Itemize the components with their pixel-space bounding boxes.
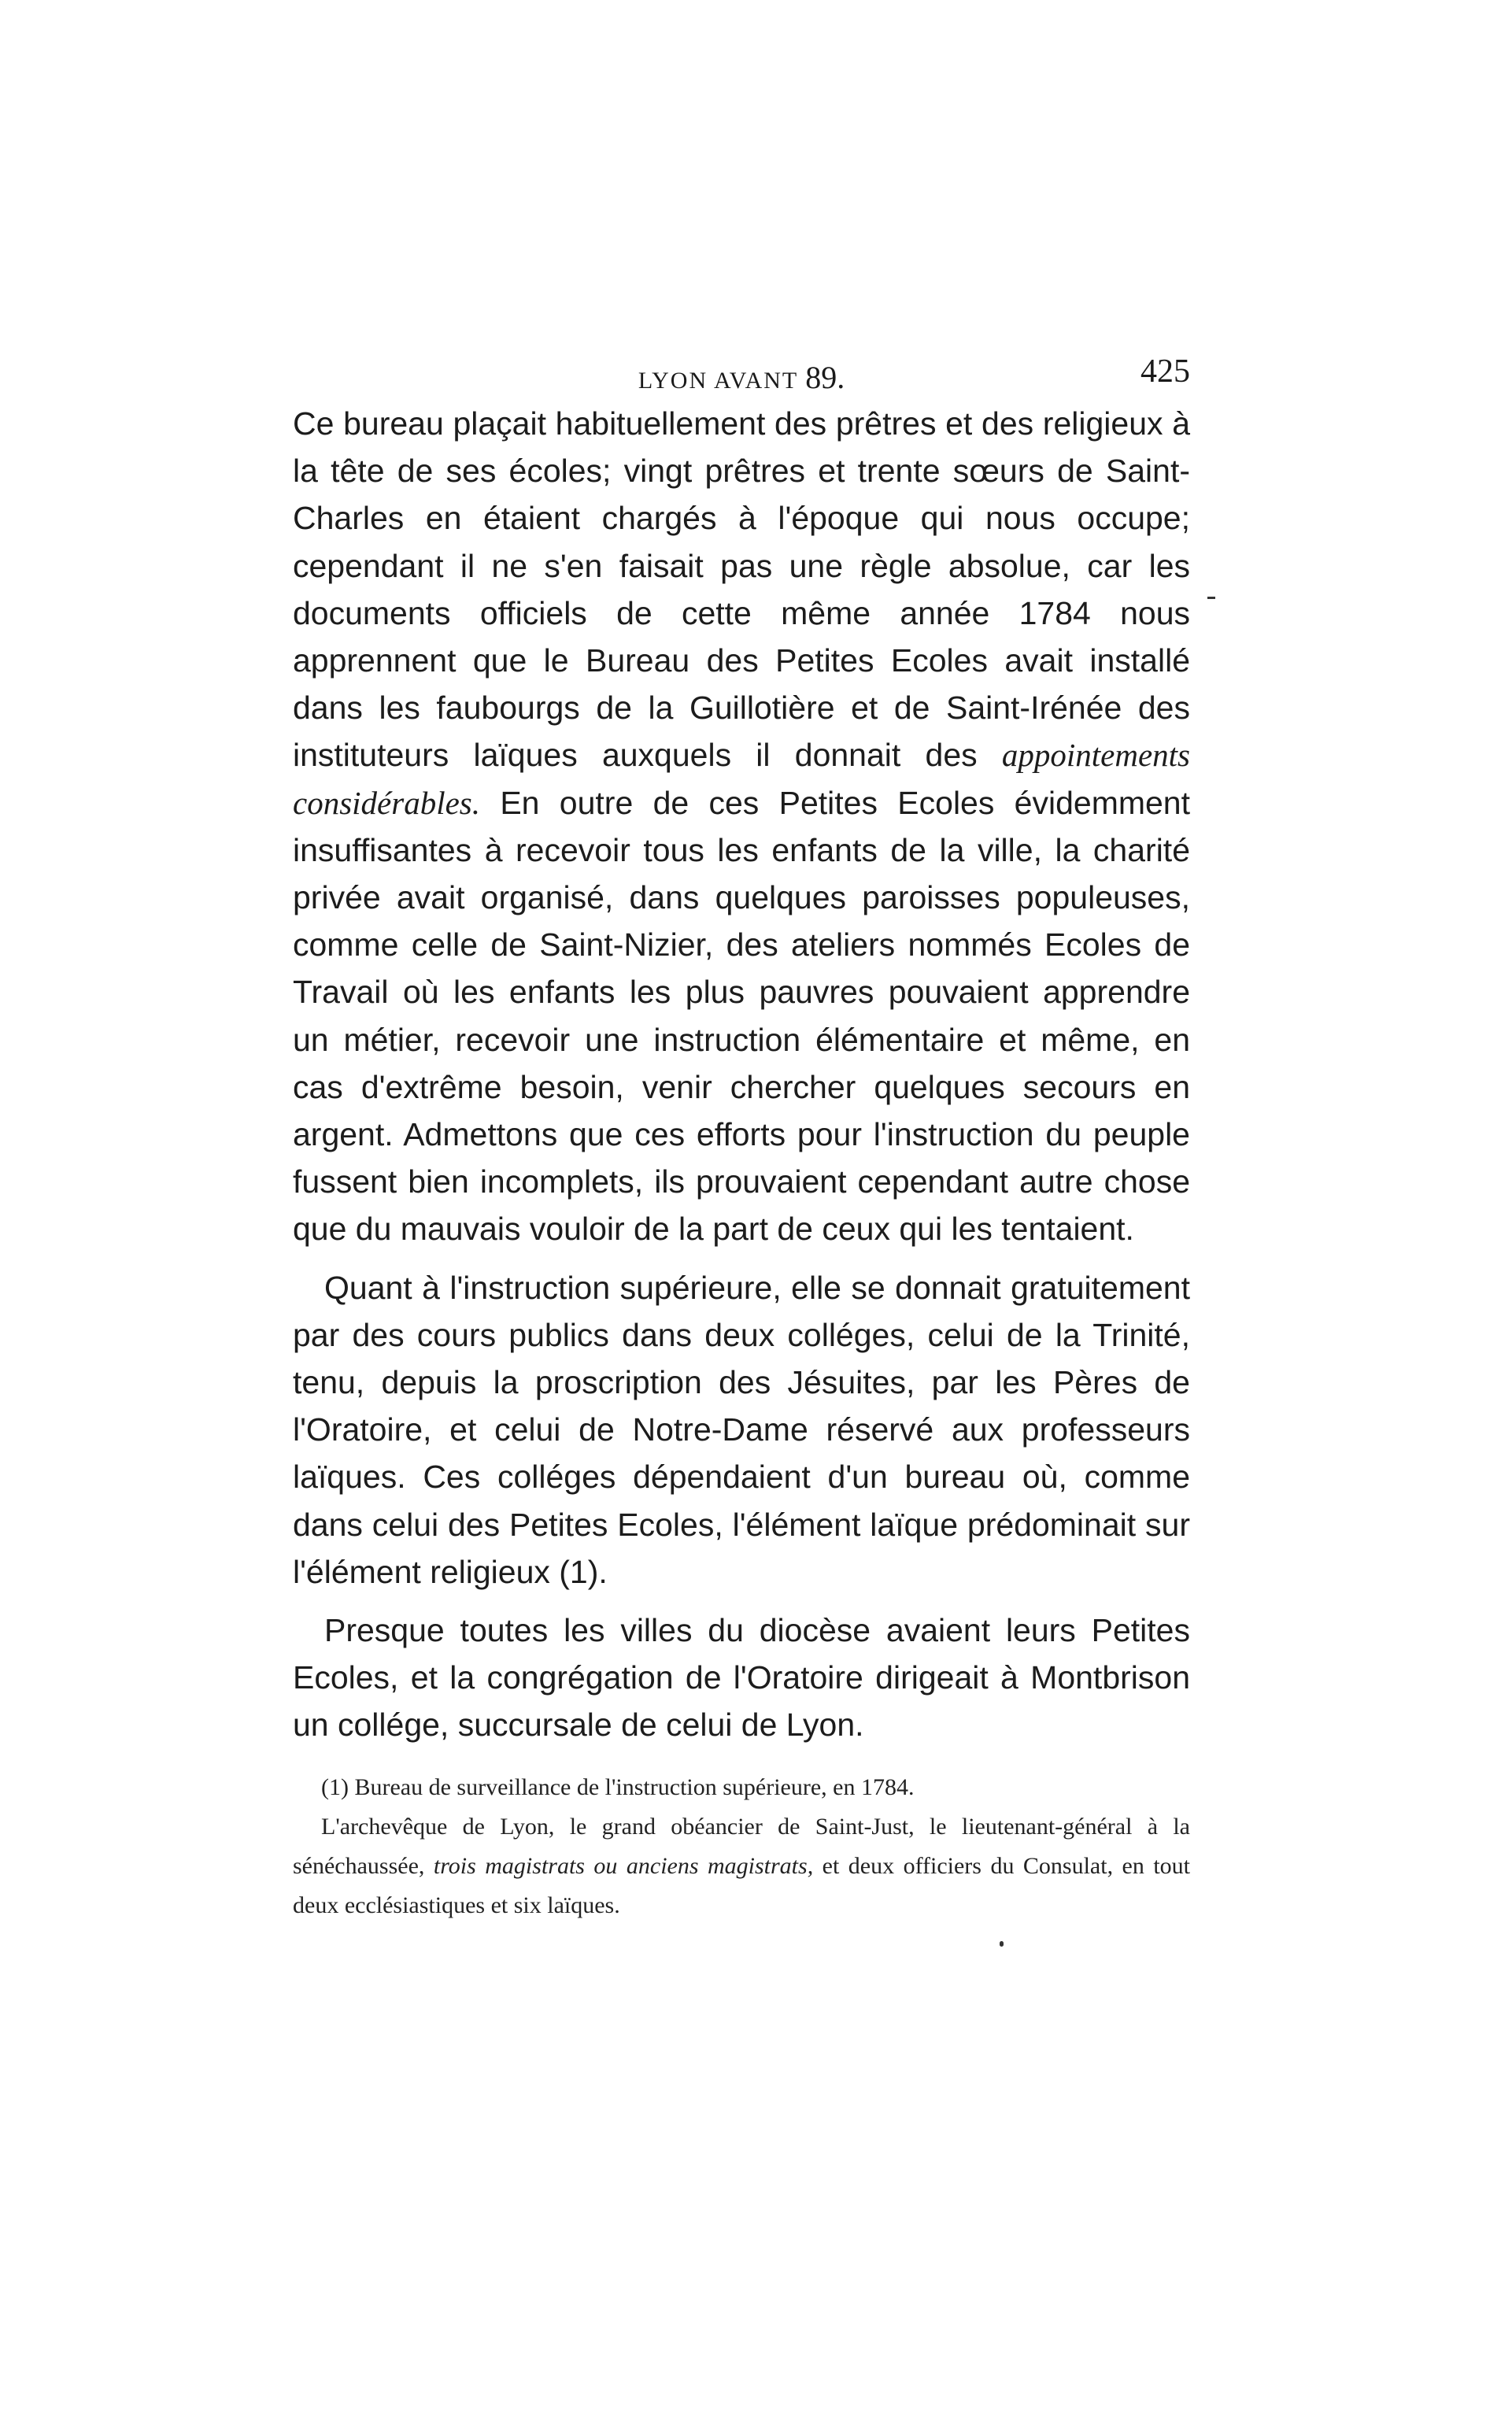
ink-speck	[1000, 1941, 1004, 1947]
paragraph-3: Presque toutes les villes du diocèse avaient leurs Petites Ecoles, et la congrégation de l'Oratoire dirigeait à Montbrison un collége, succursale de celui de Lyon.	[293, 1612, 1190, 1744]
main-text	[293, 400, 1190, 1749]
paragraph-1-emphasis: appointements considérables.	[293, 737, 1190, 821]
running-title-text: LYON AVANT	[638, 368, 798, 394]
footnote-1-text-b: et deux officiers du Consulat, en tout deux ecclésiastiques et six laïques.	[293, 1853, 1191, 1918]
paragraph-1-text-b: En outre de ces Petites Ecoles évidemment insuffisantes à recevoir tous les enfants de la ville, la charité privée avait organisé, dans quelques paroisses populeuses, comme celle de Saint-Nizier, des ateliers nommés Ecoles de Travail où les enfants les plus pauvres pouvaient apprendre un métier, recevoir une instruction élémentaire et même, en cas d'extrême besoin, venir chercher quelques secours en argent. Admettons que ces efforts pour l'instruction du peuple fussent bien incomplets, ils prouvaient cependant autre chose que du mauvais vouloir de la part de ceux qui les tentaient.	[293, 784, 1190, 1248]
footnote-1-emphasis: trois magistrats ou anciens magistrats,	[433, 1853, 814, 1879]
running-head	[293, 353, 1190, 400]
footnote-1-text-a: L'archevêque de Lyon, le grand obéancier de Saint-Just, le lieutenant-général à la sénéchaussée,	[293, 1814, 1190, 1879]
footnotes	[293, 1768, 1190, 1925]
footnote-1-body	[293, 1807, 1190, 1925]
paragraph-1	[293, 400, 1190, 1253]
footnote-1-heading: (1) Bureau de surveillance de l'instruction supérieure, en 1784.	[321, 1774, 915, 1800]
running-title	[293, 359, 1190, 396]
running-title-number: 89.	[805, 360, 845, 395]
margin-mark	[1207, 597, 1215, 599]
page-number: 425	[1140, 353, 1190, 390]
paragraph-1-text-a: Ce bureau plaçait habituellement des prêtres et des religieux à la tête de ses écoles; vingt prêtres et trente sœurs de Saint-Charles en étaient chargés à l'époque qui nous occupe; cependant il ne s'en faisait pas une règle absolue, car les documents officiels de cette même année 1784 nous apprennent que le Bureau des Petites Ecoles avait installé dans les faubourgs de la Guillotière et de Saint-Irénée des instituteurs laïques auxquels il donnait des	[293, 405, 1190, 774]
paragraph-2: Quant à l'instruction supérieure, elle se donnait gratuitement par des cours publics dans deux colléges, celui de la Trinité, tenu, depuis la proscription des Jésuites, par les Pères de l'Oratoire, et celui de Notre-Dame réservé aux professeurs laïques. Ces colléges dépendaient d'un bureau où, comme dans celui des Petites Ecoles, l'élément laïque prédominait sur l'élément religieux (1).	[293, 1269, 1190, 1590]
